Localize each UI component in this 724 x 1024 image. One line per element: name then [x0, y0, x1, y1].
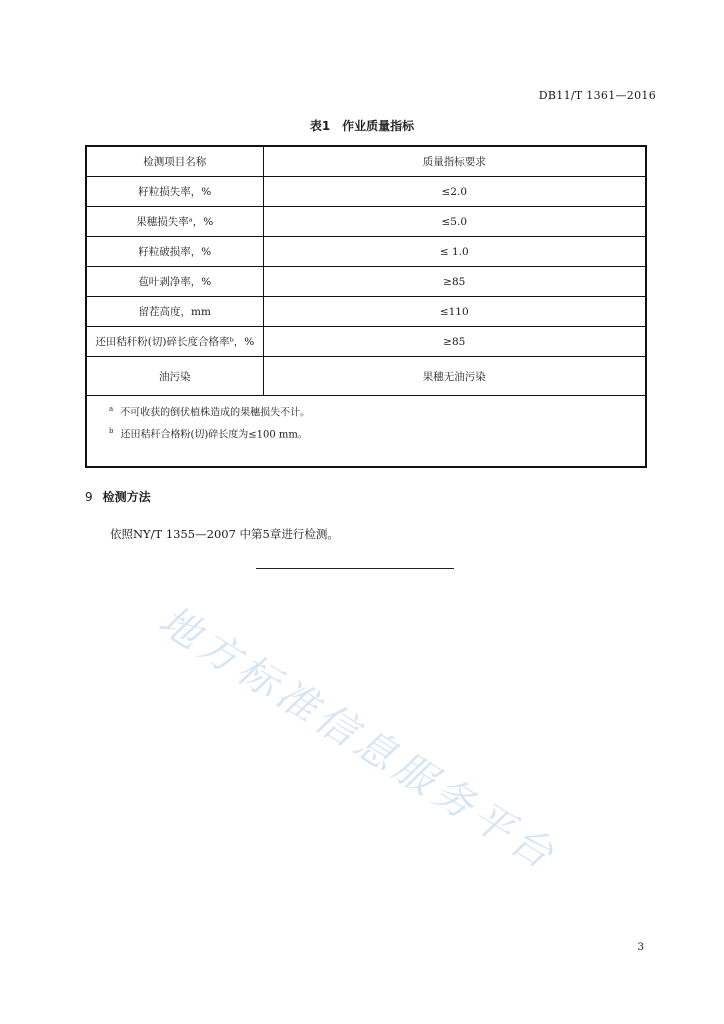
table-caption-number: 表1 [309, 119, 331, 133]
table-note [109, 422, 645, 444]
document-code: DB11/T 1361—2016 [538, 89, 656, 102]
table-row [86, 267, 646, 297]
quality-indicator-table [85, 145, 647, 468]
table-header-row [86, 146, 646, 177]
row-item: 还田秸秆粉(切)碎长度合格率ᵇ，% [86, 327, 263, 357]
note-text: 不可收获的倒伏植株造成的果穗损失不计。 [120, 407, 311, 419]
table-caption [0, 117, 724, 134]
table-notes [86, 396, 646, 468]
table-row [86, 177, 646, 207]
table-note [109, 400, 645, 422]
row-value: ≤2.0 [263, 177, 646, 207]
row-value: ≤ 1.0 [263, 237, 646, 267]
section-title: 检测方法 [102, 490, 151, 504]
row-value: ≤110 [263, 297, 646, 327]
row-value: 果穗无油污染 [263, 357, 646, 396]
row-item: 籽粒损失率，% [86, 177, 263, 207]
section-body-text: 依照NY/T 1355—2007 中第5章进行检测。 [110, 527, 339, 541]
row-item: 苞叶剥净率，% [86, 267, 263, 297]
row-item: 油污染 [86, 357, 263, 396]
table-row [86, 237, 646, 267]
note-text: 还田秸秆合格粉(切)碎长度为≤100 mm。 [120, 429, 308, 441]
row-item: 籽粒破损率，% [86, 237, 263, 267]
column-header-item: 检测项目名称 [86, 146, 263, 177]
column-header-requirement: 质量指标要求 [263, 146, 646, 177]
table-row [86, 207, 646, 237]
row-value: ≤5.0 [263, 207, 646, 237]
row-item: 果穗损失率ᵃ，% [86, 207, 263, 237]
table-row [86, 357, 646, 396]
table-row [86, 327, 646, 357]
table-caption-title: 作业质量指标 [342, 119, 415, 133]
row-value: ≥85 [263, 267, 646, 297]
table-notes-row [86, 396, 646, 468]
table-row [86, 297, 646, 327]
section-number: 9 [85, 490, 93, 504]
row-value: ≥85 [263, 327, 646, 357]
page-number: 3 [637, 941, 644, 953]
row-item: 留茬高度，mm [86, 297, 263, 327]
end-of-document-rule [256, 568, 454, 569]
section-heading [85, 488, 151, 505]
note-mark: b [109, 427, 114, 436]
watermark-text: 地方标准信息服务平台 [150, 597, 566, 881]
note-mark: a [109, 405, 114, 413]
